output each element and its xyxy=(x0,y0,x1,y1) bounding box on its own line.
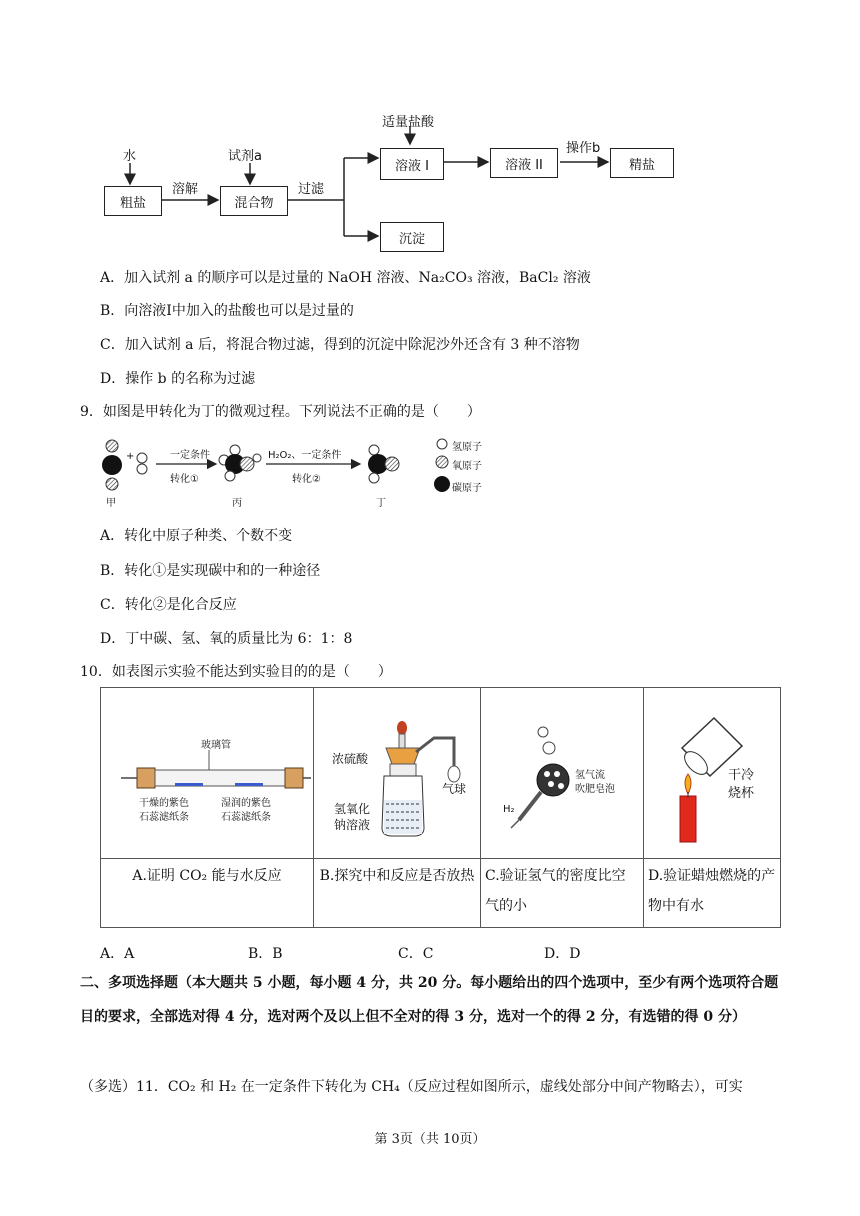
refined-salt-box xyxy=(610,148,674,178)
candle-drawing xyxy=(644,688,780,858)
q10-option-b: B．B xyxy=(248,946,283,962)
q9-stem: 9．如图是甲转化为丁的微观过程。下列说法不正确的是（ ） xyxy=(80,404,481,420)
legend-oxygen: 氧原子 xyxy=(452,461,482,472)
experiment-c-figure xyxy=(481,688,644,859)
q9-option-d: D．丁中碳、氢、氧的质量比为 6：1：8 xyxy=(100,631,353,647)
section2-heading: 二、多项选择题（本大题共 5 小题，每小题 4 分，共 20 分。每小题给出的四个选项中，至少有两个选项符合题目的要求，全部选对得 4 分，选对两个及以上但不全对的得 3 分，选对一个的得 2 分，有选错的得 0 分） xyxy=(80,975,779,1025)
solution1-box xyxy=(380,148,444,180)
h2-flow-label-1: 氢气流 xyxy=(575,770,605,781)
naoh-label-1: 氢氧化 xyxy=(334,802,371,816)
naoh-label-2: 钠溶液 xyxy=(334,818,371,832)
cold-beaker-label-2: 烧杯 xyxy=(728,786,755,801)
mixture-label: 混合物 xyxy=(234,195,274,211)
h2-flow-label-2: 吹肥皂泡 xyxy=(575,784,615,795)
experiment-a-figure xyxy=(101,688,314,859)
reagent-a-label: 试剂a xyxy=(228,149,262,164)
cold-beaker-label-1: 干冷 xyxy=(728,768,755,783)
q11-stem: （多选）11．CO₂ 和 H₂ 在一定条件下转化为 CH₄（反应过程如图所示，虚线处部分中间产物略去），可实 xyxy=(80,1079,743,1095)
crude-salt-box xyxy=(104,186,162,216)
page-footer: 第 3页（共 10页） xyxy=(374,1132,486,1147)
condition1-label: 一定条件 xyxy=(170,450,210,461)
q8-option-a: A．加入试剂 a 的顺序可以是过量的 NaOH 溶液、Na₂CO₃ 溶液，BaCl₂ 溶液 xyxy=(100,270,591,286)
precipitate-box xyxy=(380,222,444,252)
caption-d: D.验证蜡烛燃烧的产物中有水 xyxy=(644,859,781,928)
caption-c: C.验证氢气的密度比空气的小 xyxy=(481,859,644,928)
crude-salt-label: 粗盐 xyxy=(119,195,146,211)
conversion1-label: 转化① xyxy=(170,474,199,485)
experiment-table xyxy=(100,687,781,928)
precipitate-label: 沉淀 xyxy=(398,231,425,247)
glass-tube-drawing xyxy=(101,688,313,858)
operation-b-label: 操作b xyxy=(566,141,601,156)
refined-salt-label: 精盐 xyxy=(628,157,655,173)
q10-option-c: C．C xyxy=(398,946,434,962)
dry-paper-label-1: 干燥的紫色 xyxy=(139,798,189,809)
q9-option-c: C．转化②是化合反应 xyxy=(100,597,237,613)
jia-label: 甲 xyxy=(106,498,116,509)
h2-label: H₂ xyxy=(503,804,515,815)
bing-label: 丙 xyxy=(232,498,242,509)
q9-option-b: B．转化①是实现碳中和的一种途径 xyxy=(100,563,321,579)
plus-sign: + xyxy=(126,451,135,462)
q9-option-a: A．转化中原子种类、个数不变 xyxy=(100,528,293,544)
q8-option-d: D．操作 b 的名称为过滤 xyxy=(100,371,256,387)
q10-option-d: D．D xyxy=(544,946,581,962)
legend-hydrogen: 氢原子 xyxy=(452,442,482,453)
conc-acid-label: 浓硫酸 xyxy=(332,752,369,766)
legend-carbon: 碳原子 xyxy=(452,483,482,494)
q10-option-a: A．A xyxy=(100,946,135,962)
balloon-label: 气球 xyxy=(442,782,467,796)
dissolve-label: 溶解 xyxy=(172,182,199,197)
hcl-label: 适量盐酸 xyxy=(382,115,435,130)
ding-label: 丁 xyxy=(376,498,386,509)
q10-stem: 10．如表图示实验不能达到实验目的的是（ ） xyxy=(80,664,392,680)
glass-tube-label: 玻璃管 xyxy=(201,740,231,751)
q8-option-c: C．加入试剂 a 后，将混合物过滤，得到的沉淀中除泥沙外还含有 3 种不溶物 xyxy=(100,337,580,353)
solution2-label: 溶液 II xyxy=(505,157,543,173)
experiment-b-figure xyxy=(314,688,481,859)
solution1-label: 溶液 I xyxy=(395,158,429,174)
condition2-label: H₂O₂、一定条件 xyxy=(268,450,342,461)
caption-b: B.探究中和反应是否放热 xyxy=(314,859,481,928)
caption-a: A.证明 CO₂ 能与水反应 xyxy=(101,859,314,928)
soap-bubble-drawing xyxy=(481,688,643,858)
q8-option-b: B．向溶液Ⅰ中加入的盐酸也可以是过量的 xyxy=(100,303,354,319)
solution2-box xyxy=(490,148,558,178)
wet-paper-label-2: 石蕊滤纸条 xyxy=(221,812,271,823)
dry-paper-label-2: 石蕊滤纸条 xyxy=(139,812,189,823)
conversion2-label: 转化② xyxy=(292,474,321,485)
wet-paper-label-1: 湿润的紫色 xyxy=(221,798,271,809)
mixture-box xyxy=(220,186,288,216)
experiment-d-figure xyxy=(644,688,781,859)
water-label: 水 xyxy=(123,149,137,164)
filter-label: 过滤 xyxy=(298,182,325,197)
